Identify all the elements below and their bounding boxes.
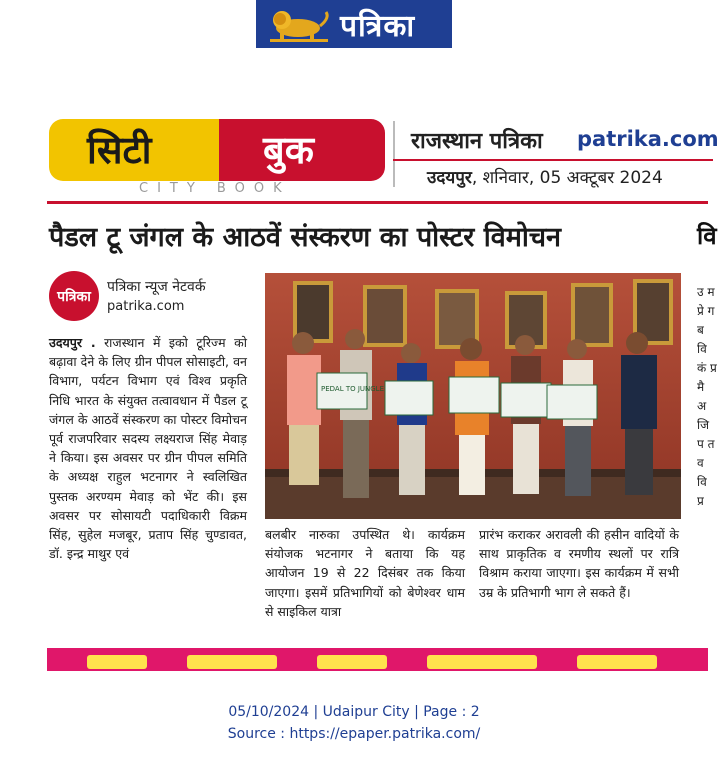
next-article-column: उ म प्रे ग ब वि कं प्र मै अ जि प त व वि प्र xyxy=(697,285,717,508)
article-dateline: उदयपुर . xyxy=(49,335,96,350)
header-divider xyxy=(393,121,395,187)
photo-illustration xyxy=(265,273,681,519)
byline-logo: पत्रिका xyxy=(49,271,99,321)
publication-rule xyxy=(393,159,713,161)
next-article-headline: वि xyxy=(697,222,717,250)
article-column-3: प्रारंभ कराकर अरावली की हसीन वादियों के साथ प्राकृतिक व रमणीय स्थलों पर रात्रि विश्राम कराया जाएगा। इस कार्यक्रम में सभी उम्र के प्रतिभागी भाग ले सकते हैं। xyxy=(479,527,679,600)
header-rule xyxy=(47,201,708,204)
byline-site: patrika.com xyxy=(107,299,185,314)
patrika-masthead xyxy=(256,0,452,48)
lion-logo-icon xyxy=(266,6,332,42)
section-subtitle: CITY BOOK xyxy=(139,181,291,196)
article-column-1 xyxy=(49,333,247,563)
byline-network: पत्रिका न्यूज नेटवर्क xyxy=(107,279,206,295)
source-line-url[interactable]: Source : https://epaper.patrika.com/ xyxy=(227,726,481,742)
article-column-2: बलबीर नारुका उपस्थित थे। कार्यक्रम संयोजक भटनागर ने बताया कि यह आयोजन 19 से 22 दिसंबर तक किया जाएगा। इसमें प्रतिभागियों को बेणेश्वर धाम से साइकिल यात्रा xyxy=(265,527,465,619)
section-book-block xyxy=(219,119,385,181)
publication-site: patrika.com xyxy=(577,127,719,151)
article-column-1-text: राजस्थान में इको टूरिज्म को बढ़ावा देने के लिए ग्रीन पीपल सोसाइटी, वन विभाग, पर्यटन विभाग एवं विश्व प्रकृति निधि भारत के संयुक्त तत्वावधान में पैडल टू जंगल के आठवें संस्करण का पोस्टर विमोचन पूर्व राजपरिवार सदस्य लक्ष्यराज सिंह मेवाड़ ने किया। इस अवसर पर ग्रीन पीपल समिति के अध्यक्ष राहुल भटनागर ने स्वलिखित पुस्तक अरण्यम मेवाड़ को भेंट की। इस अवसर पर सोसायटी पदाधिकारी विक्रम सिंह, सुहेल मजबूर, प्रताप सिंह चुण्डावत, डॉ. इन्द्र माथुर एवं xyxy=(49,335,247,562)
source-line-date: 05/10/2024 | Udaipur City | Page : 2 xyxy=(228,704,480,720)
section-city-label: सिटी xyxy=(87,128,152,172)
article-headline: पैडल टू जंगल के आठवें संस्करण का पोस्टर विमोचन xyxy=(49,222,562,253)
publication-name: राजस्थान पत्रिका xyxy=(411,129,543,154)
masthead-title: पत्रिका xyxy=(340,9,416,44)
banner-shape xyxy=(427,655,537,669)
newspaper-clipping xyxy=(47,115,719,671)
banner-shape xyxy=(317,655,387,669)
publication-date: , शनिवार, 05 अक्टूबर 2024 xyxy=(471,168,663,188)
publication-city: उदयपुर xyxy=(427,168,472,188)
poster-text: PEDAL TO JUNGLE xyxy=(321,385,385,393)
article-photo xyxy=(265,273,681,519)
section-book-label: बुक xyxy=(263,128,314,172)
section-city-block xyxy=(49,119,219,181)
banner-shape xyxy=(577,655,657,669)
publication-dateline xyxy=(427,165,663,188)
banner-shape xyxy=(87,655,147,669)
banner-shape xyxy=(187,655,277,669)
